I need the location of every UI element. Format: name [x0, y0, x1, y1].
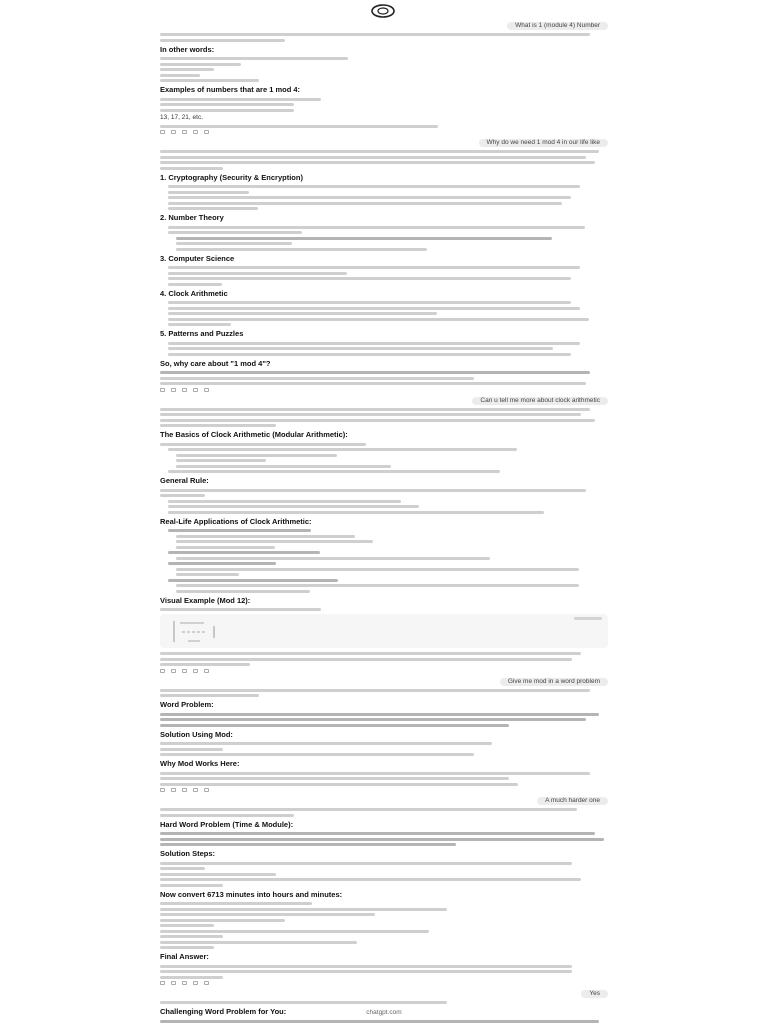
section-heading: 3. Computer Science: [160, 253, 235, 263]
text-line-placeholder: [160, 808, 577, 811]
text-line-placeholder: [168, 272, 347, 275]
text-line-placeholder: [176, 459, 266, 462]
text-line-placeholder: [160, 33, 590, 36]
copy-code-button[interactable]: [574, 617, 602, 620]
text-line-placeholder: [160, 867, 205, 870]
thumbs-down-icon[interactable]: [182, 388, 187, 392]
text-line-placeholder: [168, 500, 401, 503]
text-line-placeholder: [160, 377, 474, 380]
section-heading: Now convert 6713 minutes into hours and minutes:: [160, 889, 343, 899]
text-line-placeholder: [160, 843, 456, 846]
text-line-placeholder: [160, 718, 586, 721]
text-line-placeholder: [160, 873, 276, 876]
share-icon[interactable]: [193, 788, 198, 792]
section-heading: Hard Word Problem (Time & Module):: [160, 819, 294, 829]
message-actions: [160, 669, 608, 673]
thumbs-down-icon[interactable]: [182, 981, 187, 985]
text-line-placeholder: [176, 465, 391, 468]
text-line-placeholder: [168, 353, 571, 356]
text-line-placeholder: [160, 57, 348, 60]
section-heading: Why Mod Works Here:: [160, 759, 240, 768]
user-message-6: [160, 990, 608, 998]
text-line-placeholder: [168, 318, 589, 321]
thumbs-down-icon[interactable]: [182, 130, 187, 134]
text-line-placeholder: [168, 283, 222, 286]
text-line-placeholder: [160, 965, 572, 968]
text-line-placeholder: [160, 1001, 447, 1004]
text-line-placeholder: [168, 562, 276, 565]
section-heading: Solution Steps:: [160, 849, 215, 858]
text-line-placeholder: [168, 448, 517, 451]
regenerate-icon[interactable]: [204, 669, 209, 673]
share-icon[interactable]: [193, 388, 198, 392]
regenerate-icon[interactable]: [204, 981, 209, 985]
text-line-placeholder: [168, 511, 544, 514]
text-line-placeholder: [160, 109, 294, 112]
text-line-placeholder: [176, 546, 275, 549]
text-line-placeholder: [160, 489, 586, 492]
text-line-placeholder: [160, 902, 312, 905]
thumbs-up-icon[interactable]: [171, 669, 176, 673]
section-heading: Visual Example (Mod 12):: [160, 595, 251, 605]
thumbs-up-icon[interactable]: [171, 788, 176, 792]
text-line-placeholder: [160, 838, 604, 841]
user-message-text: Yes: [581, 990, 608, 998]
text-line-placeholder: [168, 342, 580, 345]
text-line-placeholder: [160, 658, 572, 661]
text-line-placeholder: [160, 79, 259, 82]
text-line-placeholder: [168, 505, 419, 508]
user-message-text: What is 1 (module 4) Number: [507, 22, 608, 30]
user-message-2: [160, 139, 608, 147]
regenerate-icon[interactable]: [204, 130, 209, 134]
assistant-message-2: [160, 150, 608, 392]
text-line-placeholder: [160, 103, 294, 106]
text-line-placeholder: [160, 652, 581, 655]
text-line-placeholder: [160, 74, 200, 77]
text-line-placeholder: [160, 694, 259, 697]
text-line-placeholder: [160, 930, 429, 933]
section-heading: 2. Number Theory: [160, 213, 224, 222]
text-line-placeholder: [160, 814, 294, 817]
text-line-placeholder: [168, 226, 585, 229]
text-line-placeholder: [176, 573, 239, 576]
text-line-placeholder: [160, 608, 321, 611]
text-line-placeholder: [168, 207, 258, 210]
clock-ascii-art: [170, 618, 230, 644]
text-line-placeholder: [160, 832, 595, 835]
thumbs-up-icon[interactable]: [171, 130, 176, 134]
section-heading: 4. Clock Arithmetic: [160, 288, 228, 298]
section-heading: 5. Patterns and Puzzles: [160, 329, 244, 338]
user-message-text: Why do we need 1 mod 4 in our life like: [479, 139, 608, 147]
text-line-placeholder: [168, 196, 571, 199]
section-heading: Real-Life Applications of Clock Arithmetic:: [160, 516, 312, 526]
text-line-placeholder: [160, 783, 518, 786]
section-heading: 1. Cryptography (Security & Encryption): [160, 172, 303, 182]
text-line-placeholder: [168, 266, 580, 269]
thumbs-down-icon[interactable]: [182, 669, 187, 673]
text-line-placeholder: [168, 323, 231, 326]
text-line-placeholder: [160, 941, 357, 944]
text-line-placeholder: [168, 202, 562, 205]
text-line-placeholder: [168, 191, 249, 194]
text-line-placeholder: [176, 584, 579, 587]
text-line-placeholder: [168, 529, 311, 532]
text-line-placeholder: [160, 772, 590, 775]
text-line-placeholder: [160, 884, 223, 887]
message-actions: [160, 981, 608, 985]
user-message-text: A much harder one: [537, 797, 608, 805]
text-line-placeholder: [160, 156, 586, 159]
copy-icon[interactable]: [160, 788, 165, 792]
text-line-placeholder: [176, 557, 490, 560]
text-line-placeholder: [168, 277, 571, 280]
user-message-text: Can u tell me more about clock arithmetic: [472, 397, 608, 405]
code-block: [160, 614, 608, 648]
text-line-placeholder: [160, 125, 438, 128]
assistant-message-4: [160, 689, 608, 793]
user-message-3: [160, 397, 608, 405]
text-line-placeholder: [168, 185, 580, 188]
text-line-placeholder: [160, 150, 599, 153]
text-line-placeholder: [160, 913, 375, 916]
text-line-placeholder: [160, 371, 590, 374]
share-icon[interactable]: [193, 981, 198, 985]
user-message-1: [160, 22, 608, 30]
copy-icon[interactable]: [160, 130, 165, 134]
text-line-placeholder: [160, 68, 214, 71]
text-line-placeholder: [160, 970, 572, 973]
examples-list-item: 13, 17, 21, etc.: [160, 114, 204, 121]
conversation-thread: [160, 20, 608, 1024]
section-heading: In other words:: [160, 44, 215, 54]
share-icon[interactable]: [193, 130, 198, 134]
text-line-placeholder: [160, 919, 285, 922]
copy-icon[interactable]: [160, 388, 165, 392]
text-line-placeholder: [168, 347, 553, 350]
text-line-placeholder: [168, 579, 338, 582]
text-line-placeholder: [168, 301, 571, 304]
text-line-placeholder: [160, 161, 595, 164]
text-line-placeholder: [176, 535, 355, 538]
text-line-placeholder: [160, 408, 590, 411]
text-line-placeholder: [160, 908, 447, 911]
text-line-placeholder: [160, 443, 366, 446]
text-line-placeholder: [168, 307, 580, 310]
section-heading: So, why care about "1 mod 4"?: [160, 358, 271, 368]
text-line-placeholder: [176, 248, 427, 251]
text-line-placeholder: [160, 777, 509, 780]
text-line-placeholder: [168, 312, 437, 315]
text-line-placeholder: [168, 231, 302, 234]
text-line-placeholder: [176, 568, 579, 571]
assistant-message-1: [160, 33, 608, 134]
text-line-placeholder: [160, 424, 276, 427]
text-line-placeholder: [160, 382, 586, 385]
text-line-placeholder: [160, 862, 572, 865]
copy-icon[interactable]: [160, 981, 165, 985]
message-actions: [160, 130, 608, 134]
text-line-placeholder: [176, 454, 337, 457]
text-line-placeholder: [160, 878, 581, 881]
chatgpt-logo-icon: [368, 3, 398, 19]
thumbs-up-icon[interactable]: [171, 981, 176, 985]
text-line-placeholder: [160, 946, 214, 949]
text-line-placeholder: [168, 470, 500, 473]
text-line-placeholder: [168, 551, 320, 554]
user-message-5: [160, 797, 608, 805]
text-line-placeholder: [160, 742, 492, 745]
text-line-placeholder: [160, 724, 509, 727]
text-line-placeholder: [160, 419, 595, 422]
section-heading: General Rule:: [160, 476, 209, 485]
text-line-placeholder: [160, 976, 223, 979]
text-line-placeholder: [160, 1020, 599, 1023]
text-line-placeholder: [176, 540, 373, 543]
text-line-placeholder: [160, 713, 599, 716]
text-line-placeholder: [160, 413, 581, 416]
thumbs-up-icon[interactable]: [171, 388, 176, 392]
page-footer: chatgpt.com: [366, 1009, 402, 1016]
regenerate-icon[interactable]: [204, 388, 209, 392]
user-message-text: Give me mod in a word problem: [500, 678, 608, 686]
assistant-message-5: [160, 808, 608, 985]
text-line-placeholder: [160, 494, 205, 497]
text-line-placeholder: [160, 39, 285, 42]
section-heading: Solution Using Mod:: [160, 729, 233, 739]
assistant-message-3: [160, 408, 608, 673]
text-line-placeholder: [176, 242, 292, 245]
text-line-placeholder: [160, 748, 223, 751]
text-line-placeholder: [160, 935, 223, 938]
section-heading: Word Problem:: [160, 700, 214, 709]
section-heading: The Basics of Clock Arithmetic (Modular Arithmetic):: [160, 430, 348, 439]
text-line-placeholder: [176, 590, 310, 593]
text-line-placeholder: [160, 63, 241, 66]
text-line-placeholder: [160, 98, 321, 101]
text-line-placeholder: [160, 167, 223, 170]
text-line-placeholder: [176, 237, 552, 240]
section-heading: Examples of numbers that are 1 mod 4:: [160, 85, 301, 94]
message-actions: [160, 788, 608, 792]
copy-icon[interactable]: [160, 669, 165, 673]
user-message-4: [160, 678, 608, 686]
share-icon[interactable]: [193, 669, 198, 673]
text-line-placeholder: [160, 753, 474, 756]
text-line-placeholder: [160, 663, 250, 666]
section-heading: Final Answer:: [160, 952, 209, 961]
section-heading: Challenging Word Problem for You:: [160, 1007, 287, 1016]
thumbs-down-icon[interactable]: [182, 788, 187, 792]
regenerate-icon[interactable]: [204, 788, 209, 792]
text-line-placeholder: [160, 689, 590, 692]
text-line-placeholder: [160, 924, 214, 927]
message-actions: [160, 388, 608, 392]
